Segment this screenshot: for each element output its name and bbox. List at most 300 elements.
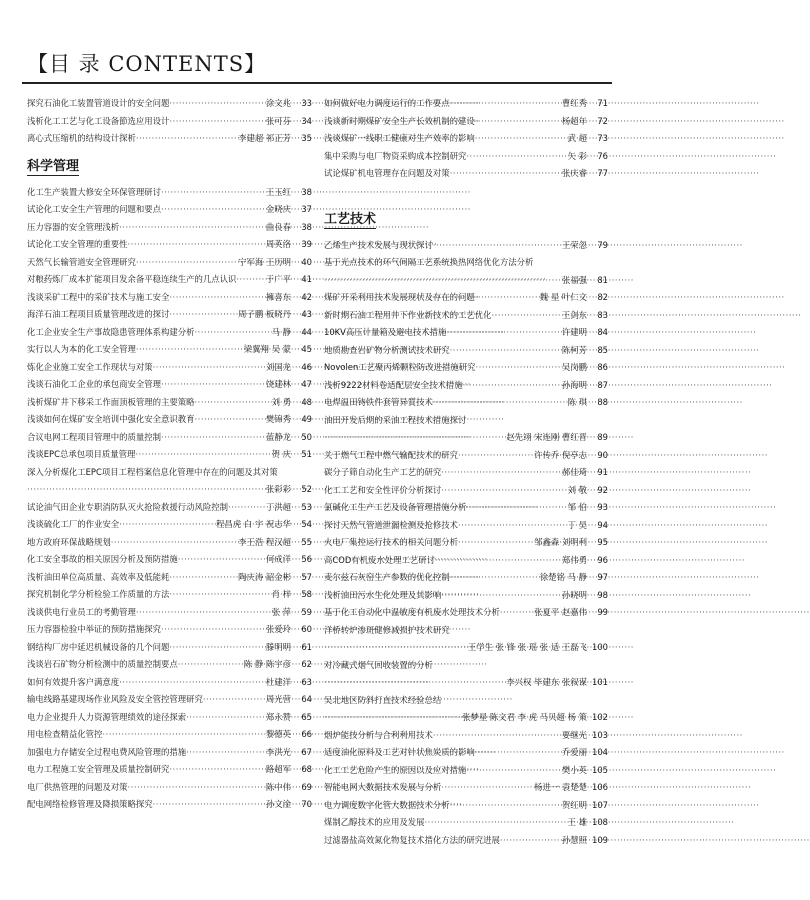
- entry-title: 浅析油田单位高质量、高效率及低能耗: [27, 571, 170, 582]
- entry-title: 浅析煤矿井下移采工作面顶板管理的主要策略: [27, 396, 195, 407]
- entry-author: 王学生 张 锋 张 瑶 张 适 王磊飞: [467, 642, 587, 652]
- toc-entry[interactable]: [324, 604, 608, 622]
- toc-entry[interactable]: [27, 394, 312, 412]
- entry-byline: [324, 429, 608, 447]
- entry-page-number: 77: [597, 168, 608, 178]
- entry-author: 张梦星 陈文君 李 虎 马贝超 杨 策: [462, 712, 587, 722]
- toc-entry[interactable]: [27, 674, 312, 692]
- entry-page-number: 81: [597, 274, 608, 285]
- toc-entry[interactable]: [27, 201, 312, 219]
- entry-page-number: 72: [597, 115, 608, 126]
- entry-author: 魏 星 叶仁文: [539, 292, 587, 302]
- entry-page-number: 94: [597, 519, 608, 530]
- entry-title: 海洋石油工程项目质量管理改进的探讨: [27, 309, 170, 319]
- entry-page-number: 48: [301, 396, 312, 407]
- entry-page-number: 70: [301, 799, 312, 809]
- dot-leader: [450, 797, 559, 815]
- entry-page-number: 38: [301, 186, 312, 197]
- entry-group-top-right: [324, 95, 608, 183]
- toc-entry-multiline[interactable]: [324, 622, 608, 657]
- entry-page-number: 88: [597, 397, 608, 407]
- dot-leader: [195, 411, 263, 429]
- entry-group-management-2: [27, 499, 312, 814]
- entry-group-long: [27, 464, 312, 499]
- entry-author: 贺 庆: [271, 449, 291, 459]
- toc-entry[interactable]: [324, 814, 608, 832]
- entry-author: 滕明明: [265, 641, 291, 652]
- dot-leader: [136, 130, 235, 148]
- entry-title: 浅谈煤矿一线职工健康对生产效率的影响: [324, 133, 475, 143]
- dot-leader: [476, 359, 559, 377]
- entry-page-number: 91: [597, 467, 608, 477]
- entry-author: 矢 彩: [567, 150, 587, 161]
- entry-author: 李建超 祁正芳: [238, 133, 291, 143]
- toc-entry[interactable]: [324, 587, 608, 605]
- entry-page-number: 39: [301, 239, 312, 249]
- entry-author: 张可芬: [265, 115, 291, 126]
- entry-author: 黎德英: [265, 729, 291, 739]
- dot-leader: [128, 779, 263, 797]
- entry-title: 火电厂集控运行技术的相关问题分析: [324, 537, 458, 547]
- entry-page-number: 98: [597, 589, 608, 600]
- entry-title: 钢结构厂房中延迟机械设备的几个问题: [27, 641, 170, 652]
- toc-entry[interactable]: [324, 779, 608, 797]
- entry-title: 电力企业提升人力资源管理绩效的途径探索: [27, 711, 187, 722]
- entry-author: 王玉红: [265, 186, 291, 197]
- entry-page-number: 108: [592, 817, 608, 827]
- toc-entry[interactable]: [27, 219, 312, 237]
- toc-entry[interactable]: [27, 709, 312, 727]
- entry-group-tech-long-a: [324, 254, 608, 289]
- entry-page-number: 79: [597, 239, 608, 250]
- toc-entry[interactable]: [324, 394, 608, 412]
- section-header: [27, 148, 312, 184]
- entry-title: 浅谈岩石矿物分析检测中的质量控制要点: [27, 659, 178, 669]
- entry-author: 许传乔 倪亭志: [534, 449, 587, 460]
- dot-leader: [161, 429, 263, 447]
- toc-entry[interactable]: [27, 411, 312, 429]
- entry-page-number: 34: [301, 115, 312, 126]
- entry-title: 浅谈EPC总承包项目质量管理: [27, 449, 136, 459]
- entry-title: 浅析化工工艺与化工设备節选应用设计: [27, 115, 170, 126]
- entry-group-top: [27, 95, 312, 148]
- entry-author: 曲良春: [265, 221, 291, 232]
- entry-title: 探究石油化工装置管道设计的安全问题: [27, 98, 170, 108]
- entry-page-number: 53: [301, 501, 312, 512]
- dot-leader: [463, 377, 559, 395]
- entry-page-number: 37: [301, 204, 312, 214]
- dot-leader: [500, 604, 531, 622]
- toc-entry[interactable]: [324, 359, 608, 377]
- toc-entry[interactable]: [27, 621, 312, 639]
- dot-leader: [324, 272, 559, 290]
- entry-title: 烟炉能技分析与合利利用技术: [324, 729, 433, 740]
- dot-leader: [169, 95, 263, 113]
- dot-leader: [433, 727, 559, 745]
- toc-entry-multiline[interactable]: [27, 464, 312, 499]
- dot-leader: [195, 394, 269, 412]
- toc-entry[interactable]: [27, 429, 312, 447]
- entry-author: 邹鑫森 刘明利: [534, 537, 587, 547]
- entry-page-number: 84: [597, 327, 608, 337]
- entry-page-number: 54: [301, 519, 312, 529]
- dot-leader: [153, 359, 263, 377]
- toc-entry[interactable]: [324, 342, 608, 360]
- entry-author: 程昌虎 白 宇 祝志华: [216, 519, 291, 529]
- entry-page-number: 65: [301, 711, 312, 722]
- toc-entry[interactable]: [324, 237, 608, 255]
- entry-author: 刘 勇: [271, 396, 291, 407]
- entry-title: 对粮药炼厂成本扩能项目发余备平稳连续生产的几点认识: [27, 274, 237, 284]
- entry-title: 电力调度数字化管大数据技术分析: [324, 799, 450, 810]
- dot-leader: [475, 289, 537, 307]
- entry-page-number: 60: [301, 624, 312, 634]
- entry-author: 张庆睿: [561, 168, 587, 178]
- entry-title: 合议电网工程项目管理中的质量控制: [27, 431, 161, 442]
- dot-leader: [458, 517, 565, 535]
- toc-entry[interactable]: [324, 113, 608, 131]
- toc-entry[interactable]: [324, 95, 608, 113]
- entry-author: 周英洛: [265, 239, 291, 249]
- dot-leader: [169, 113, 263, 131]
- entry-title: 输电线路基建现场作业风险及安全管控管理研究: [27, 694, 203, 704]
- entry-title: 油田开发后期的采油工程技术措施探讨: [324, 414, 467, 425]
- entry-title: 加强电力存储安全过程电费风险管理的措施: [27, 746, 187, 757]
- dot-leader: [450, 569, 537, 587]
- toc-entry[interactable]: [324, 832, 608, 850]
- entry-page-number: 61: [301, 641, 312, 652]
- entry-author: 李兴权 毕建东 张叙谋: [506, 677, 587, 687]
- toc-entry[interactable]: [324, 324, 608, 342]
- entry-title: 乙烯生产技术发展与现状探讨: [324, 239, 433, 250]
- entry-title: 10KV高压计量箱及避电技术措施: [324, 327, 447, 337]
- toc-entry[interactable]: [324, 762, 608, 780]
- entry-title: 试论化工安全生产管理的问题和要点: [27, 204, 161, 214]
- toc-entry[interactable]: [27, 551, 312, 569]
- entry-page-number: 43: [301, 309, 312, 319]
- toc-entry[interactable]: [27, 341, 312, 359]
- toc-entry[interactable]: [27, 130, 312, 148]
- entry-title: 化工工艺和安全性评价分析探讨: [324, 484, 442, 495]
- entry-page-number: 33: [301, 98, 312, 108]
- toc-entry[interactable]: [27, 236, 312, 254]
- entry-page-number: 40: [301, 256, 312, 267]
- entry-page-number: 71: [597, 98, 608, 108]
- entry-title: 探讨天然气管道泄漏检测及抢修技术: [324, 519, 458, 530]
- toc-entry[interactable]: [27, 604, 312, 622]
- dot-leader: [450, 342, 559, 360]
- toc-entry[interactable]: [324, 744, 608, 762]
- toc-entry[interactable]: [27, 516, 312, 534]
- entry-author: 马 静: [271, 326, 291, 337]
- entry-page-number: 92: [597, 484, 608, 495]
- dot-leader: [102, 726, 263, 744]
- entry-author: 丁 昊: [567, 519, 587, 530]
- entry-author: 张 萍: [271, 606, 291, 617]
- entry-author: 孙慧照: [561, 834, 587, 845]
- entry-author: 孙海明: [561, 379, 587, 390]
- toc-entry[interactable]: [324, 552, 608, 570]
- entry-author: 邹 伯: [567, 502, 587, 512]
- toc-entry[interactable]: [27, 656, 312, 674]
- toc-entry[interactable]: [324, 307, 608, 325]
- dot-leader: [475, 744, 559, 762]
- entry-group-tech-c: [324, 447, 608, 622]
- entry-page-number: 68: [301, 764, 312, 774]
- toc-entry[interactable]: [27, 779, 312, 797]
- entry-byline: [324, 709, 608, 727]
- toc-entry[interactable]: [324, 797, 608, 815]
- dot-leader: [178, 656, 241, 674]
- entry-title: 麦尔兹石灰窑生产参数的优化控制: [324, 572, 450, 582]
- entry-page-number: 86: [597, 362, 608, 372]
- dot-leader: [178, 551, 263, 569]
- entry-page-number: 97: [597, 572, 608, 582]
- dot-leader: [27, 481, 263, 499]
- entry-author: 要继光: [561, 729, 587, 740]
- entry-page-number: 50: [301, 431, 312, 442]
- entry-author: 李洪光: [265, 746, 291, 757]
- toc-entry[interactable]: [324, 289, 608, 307]
- entry-title: 压力容器的安全管理浅析: [27, 221, 120, 232]
- toc-entry[interactable]: [27, 376, 312, 394]
- dot-leader: [450, 95, 559, 113]
- dot-leader: [128, 236, 263, 254]
- contents-column-right: [324, 95, 608, 849]
- entry-page-number: 58: [301, 589, 312, 599]
- entry-page-number: 38: [301, 221, 312, 232]
- entry-page-number: 62: [301, 659, 312, 669]
- entry-author: 张夏平 赵嘉伟: [534, 607, 587, 617]
- entry-page-number: 55: [301, 536, 312, 547]
- entry-page-number: 96: [597, 554, 608, 565]
- entry-group-tech-a: [324, 237, 608, 255]
- dot-leader: [324, 709, 459, 727]
- toc-entry[interactable]: [27, 691, 312, 709]
- entry-group-tech-long-b: [324, 412, 608, 447]
- toc-entry[interactable]: [324, 447, 608, 465]
- dot-leader: [161, 376, 263, 394]
- dot-leader: [228, 499, 263, 517]
- toc-entry[interactable]: [27, 744, 312, 762]
- entry-author: 张福强: [561, 274, 587, 285]
- entry-page-number: 66: [301, 729, 312, 739]
- toc-entry[interactable]: [27, 534, 312, 552]
- entry-page-number: 101: [592, 677, 608, 687]
- toc-entry[interactable]: [324, 464, 608, 482]
- entry-byline: [324, 639, 608, 657]
- entry-author: 路超军: [265, 764, 291, 774]
- toc-entry-multiline[interactable]: [324, 412, 608, 447]
- entry-title: 新时期石油工程用井下作业新技术的工艺优化: [324, 309, 492, 320]
- dot-leader: [195, 324, 269, 342]
- entry-title: 浅析9222材料卷适配层安全技术措施: [324, 379, 463, 390]
- toc-entry[interactable]: [324, 517, 608, 535]
- entry-page-number: 46: [301, 361, 312, 372]
- entry-author: 曹红秀: [561, 98, 587, 108]
- toc-entry[interactable]: [27, 306, 312, 324]
- entry-title: 离心式压缩机的结构设计探析: [27, 133, 136, 143]
- entry-page-number: 44: [301, 326, 312, 337]
- entry-page-number: 106: [592, 782, 608, 792]
- entry-title: 浅析油田污水生化处理及其影响: [324, 589, 442, 600]
- dot-leader: [324, 429, 503, 447]
- entry-title: 天然气长输管道安全管理研究: [27, 256, 136, 267]
- dot-leader: [236, 271, 263, 289]
- entry-title: 浅谈硫化工厂的作业安全: [27, 519, 120, 529]
- toc-entry[interactable]: [324, 499, 608, 517]
- dot-leader: [153, 796, 263, 814]
- entry-group-tech-b: [324, 289, 608, 412]
- entry-title: 探究机制化学分析检验工作质量的方法: [27, 589, 170, 599]
- dot-leader: [441, 587, 559, 605]
- entry-author: 丁洪超: [265, 501, 291, 512]
- toc-entry[interactable]: [27, 324, 312, 342]
- entry-author: 郑永赞: [265, 711, 291, 722]
- toc-entry[interactable]: [27, 184, 312, 202]
- toc-entry[interactable]: [324, 569, 608, 587]
- entry-title: 集中采购与电厂物资采购成本控制研究: [324, 150, 467, 161]
- entry-page-number: 109: [592, 834, 608, 845]
- entry-title: 电力工程施工安全管理及质量控制研究: [27, 764, 170, 774]
- entry-author: 许建明: [561, 327, 587, 337]
- dot-leader: [466, 499, 564, 517]
- entry-page-number: 35: [301, 133, 312, 143]
- entry-page-number: 59: [301, 606, 312, 617]
- dot-leader: [441, 482, 564, 500]
- entry-title: Novolen工艺聚丙烯颗粒防改进措施研究: [324, 362, 476, 372]
- toc-entry[interactable]: [324, 148, 608, 166]
- dot-leader: [441, 779, 531, 797]
- dot-leader: [119, 674, 263, 692]
- entry-title: 浅谈采矿工程中的采矿技术与施工安全: [27, 291, 170, 302]
- entry-title: 过滤器盐高效氮化物复技术措化方法的研究进展: [324, 834, 500, 845]
- entry-title: 基于光点技术的环气间隔工艺系统换热网络优化方法分析: [324, 257, 534, 267]
- toc-entry[interactable]: [27, 271, 312, 289]
- toc-entry[interactable]: [324, 165, 608, 183]
- dot-leader: [435, 552, 559, 570]
- entry-author: 赵先翊 宋连刚 曹红晋: [506, 432, 587, 442]
- entry-title: 吴北地区防斜打直技术经验总结: [324, 694, 442, 705]
- entry-author: 梁翼翔 吴 蒙: [243, 344, 291, 354]
- dot-leader: [136, 254, 235, 272]
- dot-leader: [119, 516, 213, 534]
- toc-entry[interactable]: [324, 130, 608, 148]
- toc-entry[interactable]: [27, 796, 312, 814]
- entry-author: 贺红明: [561, 799, 587, 810]
- entry-author: 杨进一 袁楚楚: [534, 782, 587, 792]
- dot-leader: [169, 289, 263, 307]
- entry-title: 煤矿开采利用技术发展现状及存在的问题: [324, 292, 475, 302]
- toc-entry[interactable]: [324, 482, 608, 500]
- header-divider: [22, 82, 612, 84]
- entry-page-number: 87: [597, 379, 608, 390]
- entry-author: 涂文兆: [265, 98, 291, 108]
- toc-entry[interactable]: [27, 569, 312, 587]
- toc-entry[interactable]: [27, 586, 312, 604]
- entry-title: 对冷藏式烟气回收装置的分析: [324, 659, 433, 670]
- dot-leader: [186, 709, 263, 727]
- entry-title: 浅谈供电行业员工的考勤管理: [27, 606, 136, 617]
- toc-entry[interactable]: [27, 254, 312, 272]
- entry-author: 樊小英: [561, 764, 587, 775]
- toc-entry[interactable]: [27, 499, 312, 517]
- toc-entry[interactable]: [324, 377, 608, 395]
- toc-entry[interactable]: [27, 113, 312, 131]
- entry-page-number: 85: [597, 344, 608, 355]
- dot-leader: [475, 130, 565, 148]
- toc-entry[interactable]: [27, 639, 312, 657]
- entry-page-number: 69: [301, 781, 312, 792]
- entry-page-number: 99: [597, 607, 608, 617]
- entry-title: 试论煤矿机电管理存在问题及对策: [324, 168, 450, 178]
- section-title-technology: 工艺技术: [324, 208, 376, 229]
- entry-group-tech-long-e: [324, 692, 608, 727]
- toc-entry[interactable]: [27, 761, 312, 779]
- toc-entry[interactable]: [27, 289, 312, 307]
- entry-author: 刘国龙: [265, 361, 291, 372]
- entry-title: 煤制乙醇技术的应用及发展: [324, 817, 425, 827]
- entry-page-number: 82: [597, 292, 608, 302]
- toc-entry[interactable]: [27, 95, 312, 113]
- entry-author: 张彩彩: [265, 484, 291, 494]
- toc-entry-multiline[interactable]: [324, 254, 608, 289]
- entry-page-number: 102: [592, 712, 608, 722]
- entry-author: 杜建洋: [265, 676, 291, 687]
- dot-leader: [169, 569, 235, 587]
- dot-leader: [466, 762, 559, 780]
- dot-leader: [324, 639, 465, 657]
- entry-page-number: 95: [597, 537, 608, 547]
- dot-leader: [111, 534, 235, 552]
- entry-author: 何成洋: [265, 554, 291, 564]
- dot-leader: [458, 534, 531, 552]
- dot-leader: [119, 219, 263, 237]
- entry-page-number: 42: [301, 291, 312, 302]
- entry-group-tech-long-d: [324, 657, 608, 692]
- entry-title: 地质勘查岩矿物分析测试技术研究: [324, 344, 450, 355]
- entry-title: 智能电网大数据技术发展与分析: [324, 782, 442, 792]
- dot-leader: [161, 621, 263, 639]
- toc-entry[interactable]: [324, 727, 608, 745]
- entry-page-number: 52: [301, 484, 312, 494]
- dot-leader: [161, 201, 263, 219]
- entry-group-tech-long-c: [324, 622, 608, 657]
- toc-entry[interactable]: [27, 726, 312, 744]
- entry-title: 碳分子筛自动化生产工艺的研究: [324, 467, 442, 477]
- dot-leader: [161, 184, 263, 202]
- toc-entry[interactable]: [27, 359, 312, 377]
- entry-author: 陈 静 陈宇彦: [243, 659, 291, 669]
- toc-entry-multiline[interactable]: [324, 692, 608, 727]
- entry-author: 郑伟勇: [561, 554, 587, 565]
- toc-entry[interactable]: [27, 446, 312, 464]
- entry-author: 饶建林: [265, 379, 291, 389]
- toc-entry[interactable]: [324, 534, 608, 552]
- entry-page-number: 45: [301, 344, 312, 354]
- dot-leader: [425, 814, 565, 832]
- entry-author: 陈中伟: [265, 781, 291, 792]
- entry-author: 蓝静龙: [265, 431, 291, 442]
- entry-byline: [324, 272, 608, 290]
- entry-title: 实行以人为本的化工安全管理: [27, 344, 136, 354]
- toc-entry-multiline[interactable]: [324, 657, 608, 692]
- entry-group-management: [27, 184, 312, 464]
- entry-title: 压力容器检验中举证的预防措施探究: [27, 624, 161, 634]
- entry-page-number: 90: [597, 449, 608, 460]
- dot-leader: [433, 237, 559, 255]
- entry-group-tech-d: [324, 727, 608, 850]
